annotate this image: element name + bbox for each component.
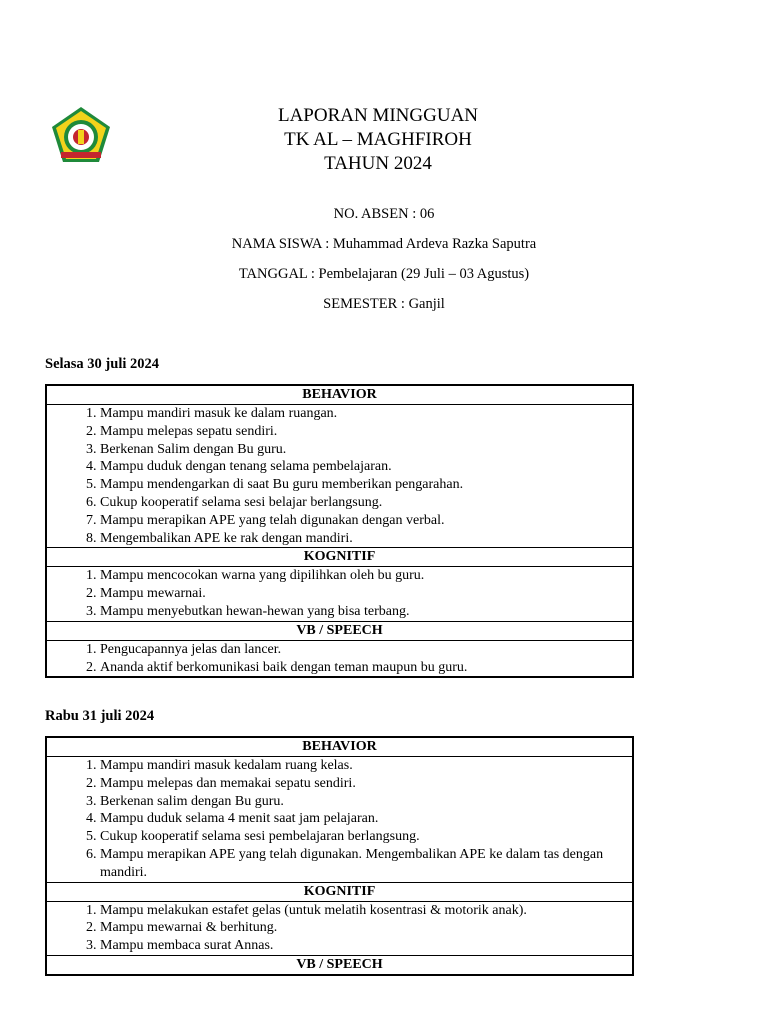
list-item: 5. Mampu mendengarkan di saat Bu guru memberikan pengarahan. <box>100 476 632 494</box>
list-item: 3. Mampu membaca surat Annas. <box>100 937 632 955</box>
section-body <box>46 567 633 621</box>
section-heading: KOGNITIF <box>46 548 633 567</box>
behavior-list <box>47 757 632 882</box>
list-item: 1. Mampu mandiri masuk ke dalam ruangan. <box>100 405 632 423</box>
list-item: 2. Mampu mewarnai & berhitung. <box>100 919 632 937</box>
list-item: 1. Pengucapannya jelas dan lancer. <box>100 641 632 659</box>
section-body <box>46 640 633 677</box>
title-line-1: LAPORAN MINGGUAN <box>277 105 479 126</box>
list-item: 5. Cukup kooperatif selama sesi pembelajaran berlangsung. <box>100 828 632 846</box>
student-name: NAMA SISWA : Muhammad Ardeva Razka Saputra <box>231 236 537 252</box>
day-report-table <box>45 736 634 976</box>
section-heading: BEHAVIOR <box>46 385 633 405</box>
list-item: 1. Mampu melakukan estafet gelas (untuk melatih kosentrasi & motorik anak). <box>100 902 632 920</box>
title-line-3: TAHUN 2024 <box>324 153 432 174</box>
section-heading: KOGNITIF <box>46 882 633 901</box>
school-logo-icon <box>51 106 111 164</box>
list-item: 4. Mampu duduk selama 4 menit saat jam pelajaran. <box>100 810 632 828</box>
date-range: TANGGAL : Pembelajaran (29 Juli – 03 Agustus) <box>238 266 530 282</box>
section-body <box>46 901 633 955</box>
absence-number: NO. ABSEN : 06 <box>333 206 435 222</box>
section-heading: BEHAVIOR <box>46 737 633 757</box>
list-item: 3. Berkenan salim dengan Bu guru. <box>100 793 632 811</box>
list-item: 1. Mampu mencocokan warna yang dipilihkan oleh bu guru. <box>100 567 632 585</box>
list-item: 3. Mampu menyebutkan hewan-hewan yang bisa terbang. <box>100 603 632 621</box>
kognitif-list <box>47 902 632 955</box>
semester: SEMESTER : Ganjil <box>323 296 445 312</box>
list-item: 4. Mampu duduk dengan tenang selama pembelajaran. <box>100 458 632 476</box>
section-body <box>46 405 633 548</box>
report-title <box>228 104 528 176</box>
list-item: 8. Mengembalikan APE ke rak dengan mandiri. <box>100 530 632 548</box>
list-item: 2. Mampu mewarnai. <box>100 585 632 603</box>
kognitif-list <box>47 567 632 620</box>
list-item: 1. Mampu mandiri masuk kedalam ruang kelas. <box>100 757 632 775</box>
section-heading: VB / SPEECH <box>46 955 633 975</box>
day-title: Rabu 31 juli 2024 <box>45 708 155 724</box>
list-item: 2. Mampu melepas sepatu sendiri. <box>100 423 632 441</box>
behavior-list <box>47 405 632 547</box>
speech-list <box>47 641 632 677</box>
list-item: 7. Mampu merapikan APE yang telah digunakan dengan verbal. <box>100 512 632 530</box>
section-heading: VB / SPEECH <box>46 621 633 640</box>
list-item: 6. Cukup kooperatif selama sesi belajar berlangsung. <box>100 494 632 512</box>
title-line-2: TK AL – MAGHFIROH <box>284 129 472 150</box>
list-item: 6. Mampu merapikan APE yang telah digunakan. Mengembalikan APE ke dalam tas dengan mandiri. <box>100 846 632 882</box>
day-title: Selasa 30 juli 2024 <box>45 356 159 372</box>
list-item: 3. Berkenan Salim dengan Bu guru. <box>100 441 632 459</box>
section-body <box>46 757 633 883</box>
day-report-table <box>45 384 634 678</box>
list-item: 2. Mampu melepas dan memakai sepatu sendiri. <box>100 775 632 793</box>
list-item: 2. Ananda aktif berkomunikasi baik dengan teman maupun bu guru. <box>100 659 632 677</box>
